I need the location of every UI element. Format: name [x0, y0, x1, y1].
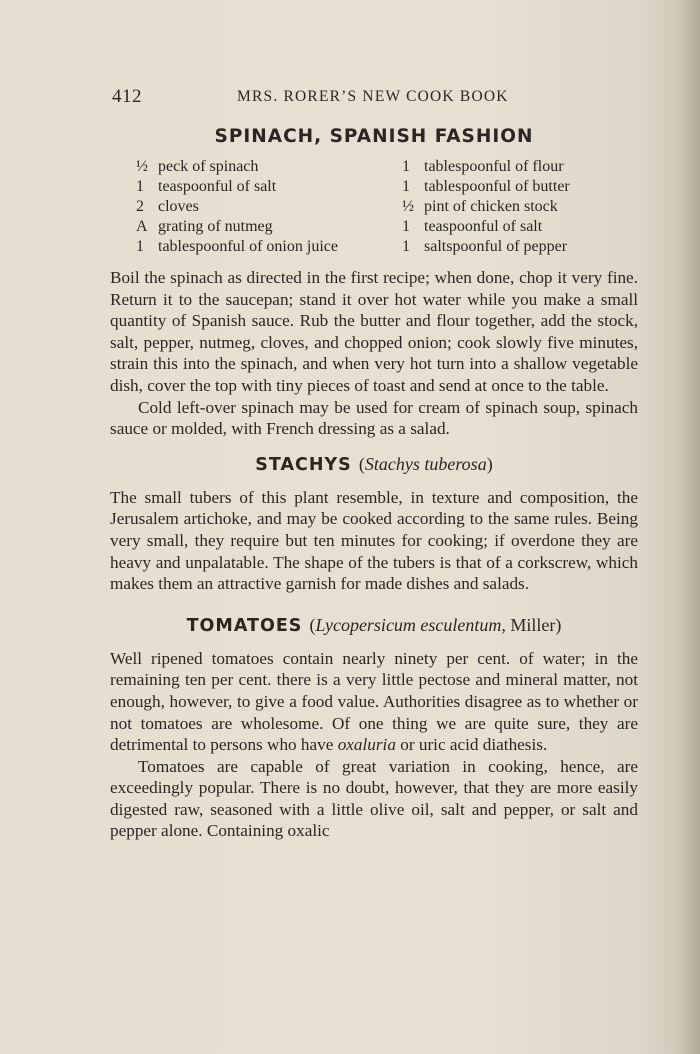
page-content [110, 126, 638, 842]
ingredient-item: 1 tablespoonful of onion juice [136, 238, 338, 255]
ingredient-list [136, 157, 638, 257]
ingredient-column-left [136, 157, 338, 257]
book-title: MRS. RORER’S NEW COOK BOOK [237, 88, 509, 105]
ingredient-item: A grating of nutmeg [136, 218, 273, 235]
tomatoes-title-text: TOMATOES [186, 615, 303, 636]
tomatoes-paragraph-2: Tomatoes are capable of great variation in cooking, hence, are exceedingly popular. There is no doubt, however, that they are more easily digested raw, seasoned with a little olive oil, salt and pepper, or salt and pepper alone. Containing oxalic [110, 756, 638, 841]
page-edge-shadow [676, 0, 700, 1054]
stachys-title-text: STACHYS [255, 454, 352, 475]
ingredient-item: 1 teaspoonful of salt [136, 178, 277, 195]
tomatoes-paragraph-1: Well ripened tomatoes contain nearly ninety per cent. of water; in the remaining ten per cent. there is a very little pectose and mineral matter, not enough, however, to give a food value. Authorities disagree as to whether or not tomatoes are wholesome. Of one thing we are quite sure, they are detrimental to persons who have oxaluria or uric acid diathesis. [110, 648, 638, 755]
ingredient-item: 1 saltspoonful of pepper [402, 238, 568, 255]
page-number: 412 [112, 86, 142, 107]
ingredient-item: 2 cloves [136, 198, 199, 215]
stachys-latin-name: (Stachys tuberosa) [358, 453, 493, 474]
running-head [112, 86, 637, 110]
section-title-stachys [110, 454, 638, 475]
oxaluria-term: oxaluria [337, 735, 396, 755]
ingredient-item: 1 teaspoonful of salt [402, 218, 543, 235]
tomatoes-latin-name: (Lycopersicum esculentum, Miller) [309, 614, 562, 635]
ingredient-item: ½ peck of spinach [136, 158, 259, 175]
spinach-paragraph-2: Cold left-over spinach may be used for cream of spinach soup, spinach sauce or molded, with French dressing as a salad. [110, 397, 638, 439]
spinach-paragraph-1: Boil the spinach as directed in the first recipe; when done, chop it very fine. Return it to the saucepan; stand it over hot water while you make a small quantity of Spanish sauce. Rub the butter and flour together, add the stock, salt, pepper, nutmeg, cloves, and chopped onion; cook slowly five minutes, strain this into the spinach, and when very hot turn into a shallow vegetable dish, cover the top with tiny pieces of toast and send at once to the table. [110, 268, 638, 395]
section-title-spinach: SPINACH, SPANISH FASHION [214, 126, 534, 147]
section-title-tomatoes [110, 615, 638, 636]
ingredient-item: 1 tablespoonful of flour [402, 158, 564, 175]
ingredient-item: ½ pint of chicken stock [402, 198, 558, 215]
ingredient-column-right [402, 157, 638, 257]
stachys-paragraph: The small tubers of this plant resemble, in texture and composition, the Jerusalem artichoke, and may be cooked according to the same rules. Being very small, they require but ten minutes for cooking; if overdone they are heavy and unpalatable. The shape of the tubers is that of a corkscrew, which makes them an attractive garnish for made dishes and salads. [110, 487, 638, 594]
ingredient-item: 1 tablespoonful of butter [402, 178, 570, 195]
